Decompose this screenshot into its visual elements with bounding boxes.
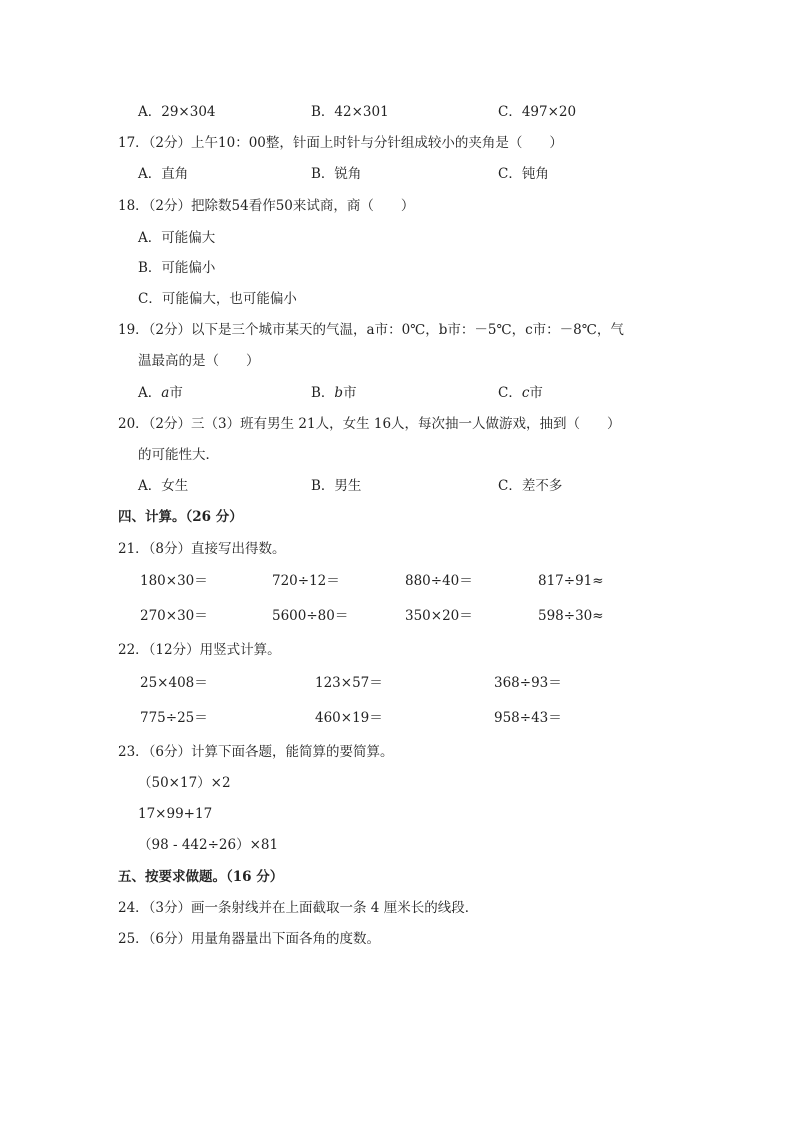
q22-item: 775÷25＝: [140, 710, 208, 726]
q19-option-a: [138, 384, 183, 402]
q21-item: 720÷12＝: [272, 573, 340, 589]
q17-stem: 17．（2分）上午10：00整，针面上时针与分针组成较小的夹角是（ ）: [118, 135, 563, 151]
q16-option-a: A．29×304: [138, 104, 216, 120]
q19-option-b-var: b: [334, 385, 344, 401]
q19-option-c-var: c: [521, 385, 530, 401]
q19-option-c-suffix: 市: [529, 385, 543, 401]
q21-item: 817÷91≈: [538, 573, 604, 589]
q20-option-b: B．男生: [311, 478, 362, 494]
q22-item: 958÷43＝: [494, 710, 562, 726]
q19-option-a-suffix: 市: [169, 385, 183, 401]
q25-stem: 25．（6分）用量角器量出下面各角的度数。: [118, 931, 381, 947]
q20-option-c: C．差不多: [498, 478, 563, 494]
q20-stem-line2: 的可能性大．: [138, 447, 219, 463]
q21-item: 5600÷80＝: [272, 608, 349, 624]
q21-item: 270×30＝: [140, 608, 208, 624]
q22-item: 368÷93＝: [494, 675, 562, 691]
q21-stem: 21．（8分）直接写出得数。: [118, 541, 286, 557]
q19-option-b-suffix: 市: [343, 385, 357, 401]
section-5-title: 五、按要求做题。（16 分）: [118, 869, 284, 885]
q17-option-c: C．钝角: [498, 166, 549, 182]
q19-option-c: [498, 384, 543, 402]
q20-stem-line1: 20．（2分）三（3）班有男生 21人，女生 16人，每次抽一人做游戏，抽到（ ）: [118, 416, 621, 432]
q16-option-b: B．42×301: [311, 104, 389, 120]
q22-item: 123×57＝: [315, 675, 383, 691]
q21-item: 598÷30≈: [538, 608, 604, 624]
q18-option-c: C．可能偏大，也可能偏小: [138, 291, 297, 307]
q21-item: 880÷40＝: [405, 573, 473, 589]
q23-item: （98 - 442÷26）×81: [138, 837, 279, 853]
q23-item: 17×99+17: [138, 806, 213, 822]
q22-stem: 22．（12分）用竖式计算。: [118, 642, 281, 658]
q16-option-c: C．497×20: [498, 104, 577, 120]
q19-option-a-var: a: [161, 385, 170, 401]
q18-option-b: B．可能偏小: [138, 260, 216, 276]
q18-option-a: A．可能偏大: [138, 230, 216, 246]
q23-stem: 23．（6分）计算下面各题，能简算的要简算。: [118, 744, 394, 760]
q21-item: 180×30＝: [140, 573, 208, 589]
q19-option-b-prefix: B．: [311, 385, 335, 401]
q19-option-c-prefix: C．: [498, 385, 522, 401]
q17-option-a: A．直角: [138, 166, 189, 182]
q19-option-b: [311, 384, 357, 402]
section-4-title: 四、计算。（26 分）: [118, 509, 243, 525]
q20-option-a: A．女生: [138, 478, 189, 494]
q21-item: 350×20＝: [405, 608, 473, 624]
q24-stem: 24．（3分）画一条射线并在上面截取一条 4 厘米长的线段．: [118, 900, 479, 916]
q22-item: 25×408＝: [140, 675, 208, 691]
q19-option-a-prefix: A．: [138, 385, 162, 401]
q17-option-b: B．锐角: [311, 166, 362, 182]
q19-stem-line2: 温最高的是（ ）: [138, 353, 260, 369]
q19-stem-line1: 19．（2分）以下是三个城市某天的气温，a市：0℃，b市：－5℃，c市：－8℃，气: [118, 322, 624, 338]
q23-item: （50×17）×2: [138, 775, 231, 791]
q22-item: 460×19＝: [315, 710, 383, 726]
q18-stem: 18．（2分）把除数54看作50来试商，商（ ）: [118, 198, 415, 214]
